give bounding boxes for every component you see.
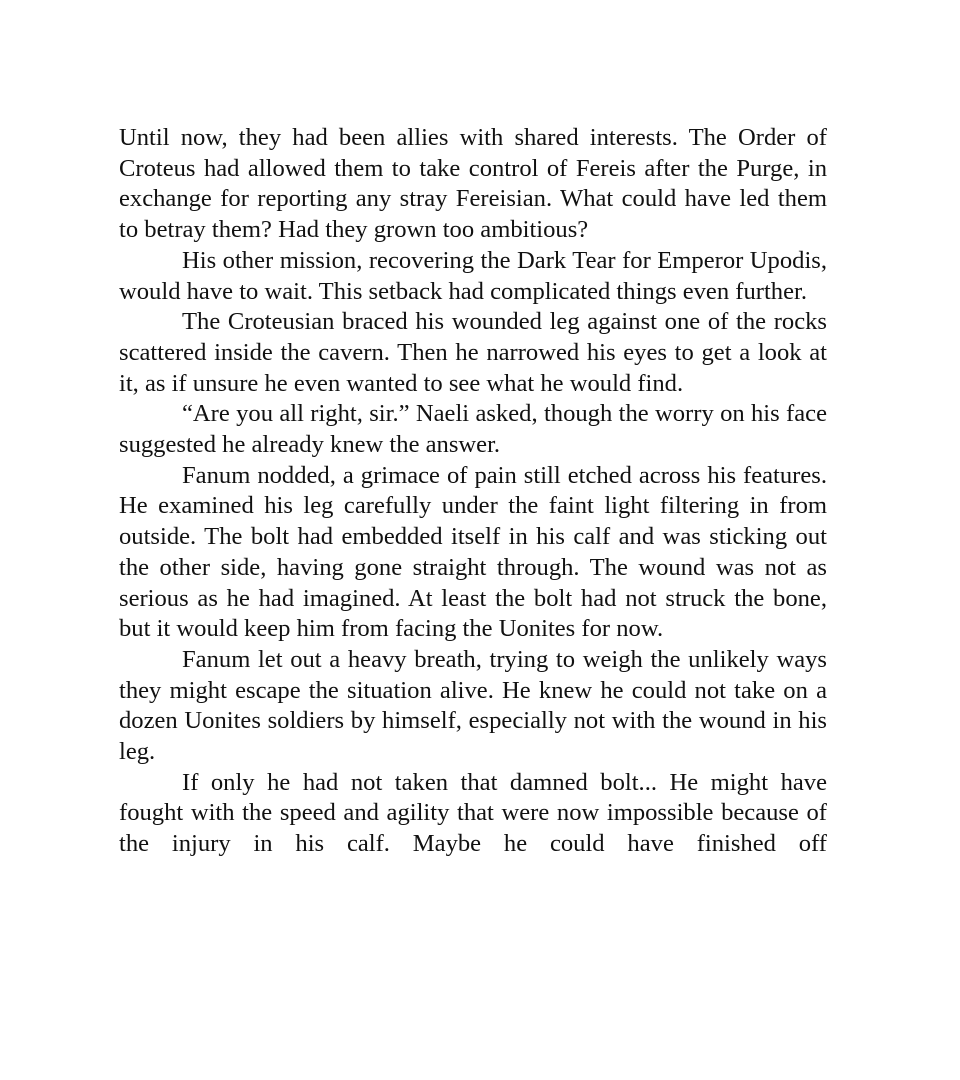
paragraph: Until now, they had been allies with shared interests. The Order of Croteus had allowed them to take control of Fereis after the Purge, in exchange for reporting any stray Fereisian. What could have led them to betray them? Had they grown too ambitious? [119,124,827,244]
paragraph: Fanum let out a heavy breath, trying to weigh the unlikely ways they might escape the situation alive. He knew he could not take on a dozen Uonites soldiers by himself, especially not with the wound in his leg. [119,645,827,766]
paragraph: His other mission, recovering the Dark Tear for Emperor Upodis, would have to wait. This setback had complicated things even further. [119,246,827,305]
paragraph: “Are you all right, sir.” Naeli asked, though the worry on his face suggested he already knew the answer. [119,400,827,459]
paragraph: If only he had not taken that damned bolt... He might have fought with the speed and agility that were now impossible because of the injury in his calf. Maybe he could have finished off [119,768,827,858]
paragraph: The Croteusian braced his wounded leg against one of the rocks scattered inside the cavern. Then he narrowed his eyes to get a look at it, as if unsure he even wanted to see what he would find. [119,308,827,397]
paragraph: Fanum nodded, a grimace of pain still etched across his features. He examined his leg carefully under the faint light filtering in from outside. The bolt had embedded itself in his calf and was sticking out the other side, having gone straight through. The wound was not as serious as he had imagined. At least the bolt had not struck the bone, but it would keep him from facing the Uonites for now. [119,461,827,643]
book-page [119,123,827,860]
